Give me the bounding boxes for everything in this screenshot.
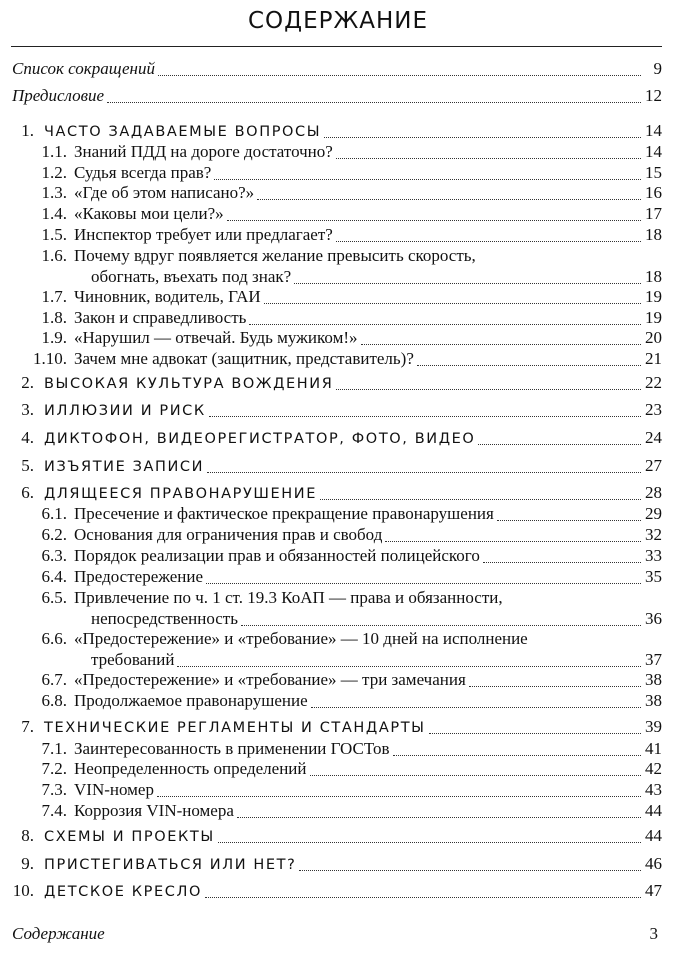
toc-entry-page: 15	[645, 163, 662, 182]
dot-leader	[214, 179, 641, 180]
toc-entry-number: 6.7.	[41, 670, 67, 689]
toc-entry-title: «Каковы мои цели?»	[74, 204, 224, 223]
page-number: 3	[649, 924, 658, 943]
toc-entry-page: 16	[645, 183, 662, 202]
toc-entry-title: Закон и справедливость	[74, 308, 247, 327]
toc-entry[interactable]	[74, 286, 662, 308]
dot-leader	[320, 499, 641, 500]
toc-entry-title: VIN-номер	[74, 780, 154, 799]
toc-entry-number: 1.	[21, 121, 34, 140]
dot-leader	[107, 102, 641, 103]
toc-entry-number: 7.2.	[41, 759, 67, 778]
toc-entry-number: 7.	[21, 717, 34, 736]
toc-entry-page: 12	[645, 86, 662, 105]
toc-entry-title: Пресечение и фактическое прекращение правонарушения	[74, 504, 494, 523]
toc-entry-page: 39	[645, 717, 662, 736]
dot-leader	[336, 389, 641, 390]
dot-leader	[227, 220, 641, 221]
toc-entry-title: ТЕХНИЧЕСКИЕ РЕГЛАМЕНТЫ И СТАНДАРТЫ	[44, 720, 426, 736]
toc-entry-page: 46	[645, 854, 662, 873]
toc-entry[interactable]	[12, 85, 662, 107]
toc-entry-page: 36	[645, 609, 662, 628]
toc-entry-title: ДИКТОФОН, ВИДЕОРЕГИСТРАТОР, ФОТО, ВИДЕО	[44, 431, 476, 447]
toc-entry-title: Знаний ПДД на дороге достаточно?	[74, 142, 333, 161]
toc-entry-number: 5.	[21, 456, 34, 475]
toc-entry-number: 6.6.	[41, 629, 67, 648]
toc-entry[interactable]	[74, 327, 662, 349]
dot-leader	[310, 775, 642, 776]
toc-entry-page: 14	[645, 142, 662, 161]
toc-entry[interactable]	[74, 203, 662, 225]
toc-entry-number: 6.2.	[41, 525, 67, 544]
toc-entry-title: ДЛЯЩЕЕСЯ ПРАВОНАРУШЕНИЕ	[44, 486, 318, 502]
toc-entry-title: Неопределенность определений	[74, 759, 307, 778]
toc-entry-title: «Нарушил — отвечай. Будь мужиком!»	[74, 328, 358, 347]
dot-leader	[469, 686, 641, 687]
toc-entry[interactable]	[44, 455, 662, 477]
toc-entry-number: 7.3.	[41, 780, 67, 799]
dot-leader	[237, 817, 641, 818]
toc-entry[interactable]	[74, 503, 662, 525]
toc-entry[interactable]	[74, 628, 662, 650]
toc-entry[interactable]	[74, 545, 662, 567]
dot-leader	[336, 158, 641, 159]
dot-leader	[206, 583, 641, 584]
toc-entry-page: 18	[645, 225, 662, 244]
toc-entry-number: 1.2.	[41, 163, 67, 182]
toc-entry-page: 14	[645, 121, 662, 140]
toc-entry-title: Список сокращений	[12, 59, 155, 78]
toc-entry-number: 6.5.	[41, 588, 67, 607]
toc-entry-page: 27	[645, 456, 662, 475]
dot-leader	[483, 562, 641, 563]
dot-leader	[478, 444, 641, 445]
toc-entry-title: ПРИСТЕГИВАТЬСЯ ИЛИ НЕТ?	[44, 857, 297, 873]
dot-leader	[205, 897, 641, 898]
toc-entry-page: 33	[645, 546, 662, 565]
toc-entry[interactable]	[44, 372, 662, 394]
toc-entry-number: 1.6.	[41, 246, 67, 265]
toc-entry-number: 1.10.	[33, 349, 67, 368]
toc-entry-title: обогнать, въехать под знак?	[91, 267, 292, 286]
toc-entry-number: 3.	[21, 400, 34, 419]
toc-entry-page: 19	[645, 308, 662, 327]
toc-entry-page: 23	[645, 400, 662, 419]
toc-entry-title: Предисловие	[12, 86, 105, 105]
toc-entry-page: 38	[645, 691, 662, 710]
toc-entry-title: Инспектор требует или предлагает?	[74, 225, 333, 244]
toc-entry-title: Привлечение по ч. 1 ст. 19.3 КоАП — права и обязанности,	[74, 588, 503, 607]
toc-entry[interactable]	[74, 182, 662, 204]
toc-entry-page: 9	[653, 59, 662, 78]
toc-entry-title: ИЗЪЯТИЕ ЗАПИСИ	[44, 459, 205, 475]
toc-entry-page: 19	[645, 287, 662, 306]
toc-entry-page: 22	[645, 373, 662, 392]
toc-entry-title: Предостережение	[74, 567, 204, 586]
toc-entry[interactable]	[44, 482, 662, 504]
toc-entry-title: Зачем мне адвокат (защитник, представитель)?	[74, 349, 414, 368]
page-title: СОДЕРЖАНИЕ	[247, 8, 429, 34]
toc-entry[interactable]	[74, 524, 662, 546]
toc-entry-number: 6.8.	[41, 691, 67, 710]
dot-leader	[158, 75, 641, 76]
toc-entry-number: 6.	[21, 483, 34, 502]
toc-entry[interactable]	[44, 716, 662, 738]
toc-entry-number: 1.7.	[41, 287, 67, 306]
toc-entry-number: 2.	[21, 373, 34, 392]
toc-entry-title: СХЕМЫ И ПРОЕКТЫ	[44, 829, 215, 845]
toc-entry-number: 4.	[21, 428, 34, 447]
toc-entry-title: Чиновник, водитель, ГАИ	[74, 287, 261, 306]
dot-leader	[324, 137, 641, 138]
toc-entry[interactable]	[91, 266, 662, 288]
dot-leader	[429, 733, 641, 734]
toc-entry-title: ЧАСТО ЗАДАВАЕМЫЕ ВОПРОСЫ	[44, 124, 322, 140]
toc-entry-title: Основания для ограничения прав и свобод	[74, 525, 383, 544]
toc-entry[interactable]	[74, 566, 662, 588]
toc-entry-number: 6.3.	[41, 546, 67, 565]
toc-entry-page: 32	[645, 525, 662, 544]
toc-entry[interactable]	[74, 690, 662, 712]
toc-entry[interactable]	[74, 758, 662, 780]
toc-entry-title: Почему вдруг появляется желание превысить скорость,	[74, 246, 476, 265]
toc-entry[interactable]	[74, 587, 662, 609]
toc-entry[interactable]	[44, 825, 662, 847]
toc-entry-title: требований	[91, 650, 175, 669]
dot-leader	[336, 241, 641, 242]
toc-entry-title: «Где об этом написано?»	[74, 183, 255, 202]
toc-entry[interactable]	[74, 669, 662, 691]
toc-entry-title: Судья всегда прав?	[74, 163, 212, 182]
toc-entry-number: 1.8.	[41, 308, 67, 327]
toc-entry[interactable]	[12, 58, 662, 80]
toc-entry[interactable]	[91, 608, 662, 630]
dot-leader	[157, 796, 641, 797]
toc-entry-number: 1.3.	[41, 183, 67, 202]
dot-leader	[294, 283, 641, 284]
toc-entry-page: 17	[645, 204, 662, 223]
toc-entry-page: 44	[645, 826, 662, 845]
toc-entry-number: 9.	[21, 854, 34, 873]
dot-leader	[361, 344, 641, 345]
running-footer-title: Содержание	[12, 924, 105, 943]
dot-leader	[207, 472, 641, 473]
toc-entry-page: 41	[645, 739, 662, 758]
toc-entry-page: 42	[645, 759, 662, 778]
toc-entry-number: 6.1.	[41, 504, 67, 523]
dot-leader	[417, 365, 641, 366]
dot-leader	[218, 842, 641, 843]
toc-entry-number: 1.4.	[41, 204, 67, 223]
toc-entry-number: 7.4.	[41, 801, 67, 820]
dot-leader	[299, 870, 641, 871]
toc-entry-page: 24	[645, 428, 662, 447]
toc-entry[interactable]	[74, 779, 662, 801]
toc-entry-number: 7.1.	[41, 739, 67, 758]
toc-entry-number: 6.4.	[41, 567, 67, 586]
toc-entry-title: «Предостережение» и «требование» — 10 дней на исполнение	[74, 629, 528, 648]
toc-entry-page: 18	[645, 267, 662, 286]
toc-entry-title: «Предостережение» и «требование» — три замечания	[74, 670, 466, 689]
toc-entry-page: 20	[645, 328, 662, 347]
toc-entry[interactable]	[44, 399, 662, 421]
toc-entry-page: 44	[645, 801, 662, 820]
toc-entry[interactable]	[44, 853, 662, 875]
dot-leader	[257, 199, 641, 200]
toc-entry-number: 10.	[12, 881, 34, 900]
toc-entry-page: 29	[645, 504, 662, 523]
toc-entry-title: Заинтересованность в применении ГОСТов	[74, 739, 390, 758]
dot-leader	[385, 541, 641, 542]
toc-entry[interactable]	[74, 141, 662, 163]
dot-leader	[249, 324, 641, 325]
toc-entry[interactable]	[74, 245, 662, 267]
toc-entry[interactable]	[91, 649, 662, 671]
dot-leader	[311, 707, 641, 708]
toc-entry-page: 43	[645, 780, 662, 799]
toc-entry-page: 38	[645, 670, 662, 689]
toc-entry-title: ДЕТСКОЕ КРЕСЛО	[44, 884, 202, 900]
toc-entry-page: 21	[645, 349, 662, 368]
toc-entry[interactable]	[44, 880, 662, 902]
toc-entry[interactable]	[74, 307, 662, 329]
dot-leader	[241, 625, 641, 626]
toc-entry[interactable]	[74, 162, 662, 184]
toc-entry[interactable]	[74, 738, 662, 760]
toc-entry-number: 1.9.	[41, 328, 67, 347]
dot-leader	[264, 303, 641, 304]
dot-leader	[393, 755, 641, 756]
toc-entry-page: 37	[645, 650, 662, 669]
toc-entry-title: непосредственность	[91, 609, 238, 628]
toc-entry-title: Коррозия VIN-номера	[74, 801, 234, 820]
toc-entry-page: 28	[645, 483, 662, 502]
toc-entry-number: 1.5.	[41, 225, 67, 244]
toc-entry-title: Порядок реализации прав и обязанностей полицейского	[74, 546, 480, 565]
toc-entry[interactable]	[74, 224, 662, 246]
toc-entry[interactable]	[44, 120, 662, 142]
toc-entry-title: ВЫСОКАЯ КУЛЬТУРА ВОЖДЕНИЯ	[44, 376, 334, 392]
toc-entry-number: 8.	[21, 826, 34, 845]
toc-entry-title: ИЛЛЮЗИИ И РИСК	[44, 403, 206, 419]
dot-leader	[177, 666, 641, 667]
toc-entry-page: 47	[645, 881, 662, 900]
toc-entry-number: 1.1.	[41, 142, 67, 161]
toc-entry[interactable]	[74, 800, 662, 822]
toc-entry-title: Продолжаемое правонарушение	[74, 691, 308, 710]
toc-entry-page: 35	[645, 567, 662, 586]
toc-entry[interactable]	[74, 348, 662, 370]
toc-entry[interactable]	[44, 427, 662, 449]
dot-leader	[497, 520, 641, 521]
dot-leader	[209, 416, 641, 417]
